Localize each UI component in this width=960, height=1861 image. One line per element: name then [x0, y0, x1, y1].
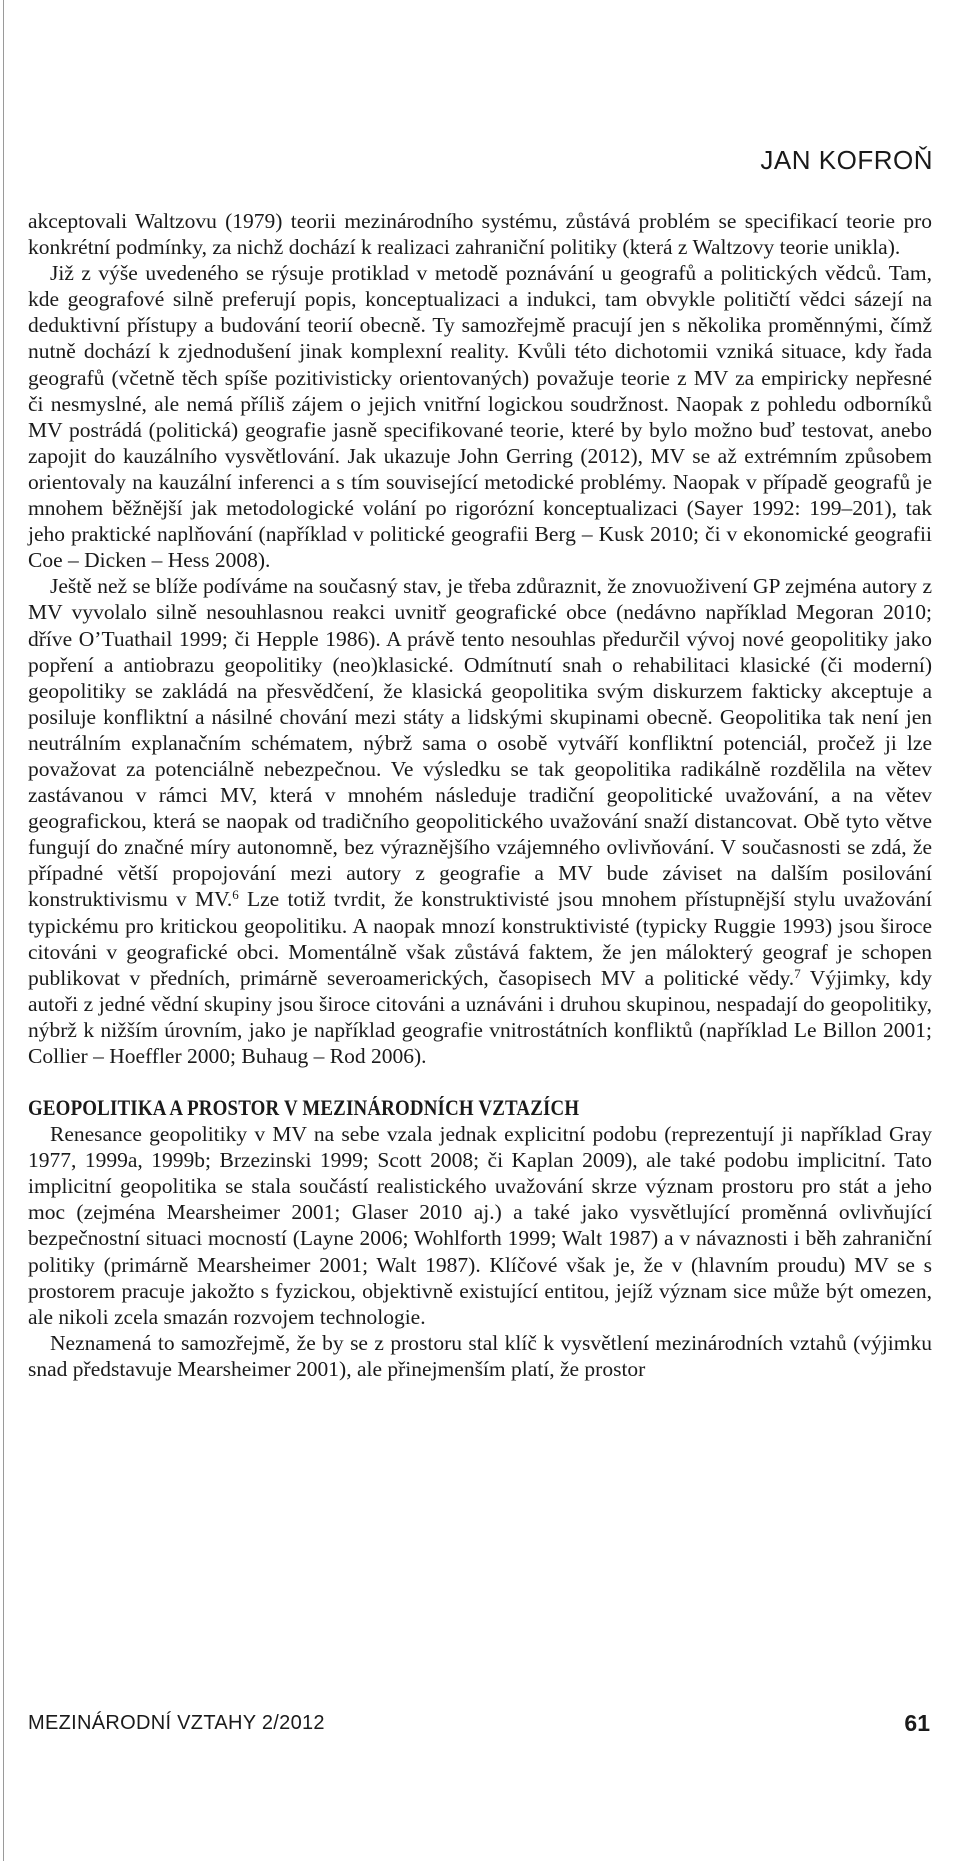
- footer-page-number: 61: [904, 1710, 930, 1736]
- paragraph-gp-revival: [28, 573, 932, 1069]
- page-edge-rule: [3, 0, 4, 1861]
- paragraph-text: Výjimky, kdy autoři z jedné vědní skupiny jsou široce citováni a uznáváni i druhou skupinou, nespadají do geopolitiky, nýbrž k nižším úrovním, jako je například geografie vnitrostátních konfliktů (například Le Billon 2001; Collier – Hoeffler 2000; Buhaug – Rod 2006).: [28, 965, 932, 1068]
- paragraph-text: Lze totiž tvrdit, že konstruktivisté jsou mnohem přístupnější stylu uvažování typickému pro kritickou geopolitiku. A naopak mnozí konstruktivisté (typicky Ruggie 1993) jsou široce citováni v geografické obci. Momentálně však zůstává faktem, že jen málokterý geograf je schopen publikovat v předních, primárně severoamerických, časopisech MV a politické vědy.: [28, 887, 932, 990]
- footnote-ref-6[interactable]: 6: [232, 887, 239, 903]
- paragraph-text: Ještě než se blíže podíváme na současný stav, je třeba zdůraznit, že znovuoživení GP zejména autory z MV vyvolalo silně nesouhlasnou reakci uvnitř geografické obce (nedávno například Megoran 2010; dříve O’Tuathail 1999; či Hepple 1986). A právě tento nesouhlas předurčil vývoj nové geopolitiky jako popření a antiobrazu geopolitiky (neo)klasické. Odmítnutí snah o rehabilitaci klasické (či moderní) geopolitiky se zakládá na přesvědčení, že klasická geopolitika svým diskurzem fakticky akceptuje a posiluje konfliktní a násilné chování mezi státy a lidskými skupinami obecně. Geopolitika tak není jen neutrálním explanačním schématem, nýbrž sama o osobě vytváří konfliktní potenciál, pročež ji lze považovat za potenciálně nebezpečnou. Ve výsledku se tak geopolitika radikálně rozdělila na větev zastávanou v rámci MV, která v mnohém následuje tradiční geopolitické uvažování, a na větev geografickou, která se naopak od tradičního geopolitického uvažování snaží distancovat. Obě tyto větve fungují do značné míry autonomně, bez výraznějšího vzájemného ovlivňování. V současnosti se zdá, že případné větší propojování mezi autory z geografie a MV bude záviset na dalším posilování konstruktivismu v MV.: [28, 574, 932, 912]
- footnote-ref-7[interactable]: 7: [794, 965, 801, 981]
- section-heading: GEOPOLITIKA A PROSTOR V MEZINÁRODNÍCH VZTAZÍCH: [28, 1095, 580, 1121]
- paragraph-space-key: Neznamená to samozřejmě, že by se z prostoru stal klíč k vysvětlení mezinárodních vztahů (výjimku snad představuje Mearsheimer 2001), ale přinejmenším platí, že prostor: [28, 1330, 932, 1381]
- paragraph-renaissance: Renesance geopolitiky v MV na sebe vzala jednak explicitní podobu (reprezentují ji například Gray 1977, 1999a, 1999b; Brzezinski 1999; Scott 2008; či Kaplan 2009), ale také podobu implicitní. Tato implicitní geopolitika se stala součástí realistického uvažování skrze význam prostoru pro stát a jeho moc (zejména Mearsheimer 2001; Glaser 2010 aj.) a také jako vysvětlující proměnná ovlivňující bezpečnostní situaci mocností (Layne 2006; Wohlforth 1999; Walt 1987) a v návaznosti i běh zahraniční politiky (primárně Mearsheimer 2001; Walt 1987). Klíčové však je, že v (hlavním proudu) MV se s prostorem pracuje jakožto s fyzickou, objektivně existující entitou, jejíž význam sice může být omezen, ale nikoli zcela smazán rozvojem technologie.: [28, 1122, 932, 1329]
- article-body: [28, 208, 932, 1382]
- footer-journal: MEZINÁRODNÍ VZTAHY 2/2012: [28, 1712, 325, 1734]
- running-head-author: JAN KOFROŇ: [760, 145, 933, 175]
- paragraph-continuation: akceptovali Waltzovu (1979) teorii mezinárodního systému, zůstává problém se specifikací teorie pro konkrétní podmínky, za nichž dochází k realizaci zahraniční politiky (která z Waltzovy teorie unikla).: [28, 209, 932, 260]
- paragraph-method-contrast: Již z výše uvedeného se rýsuje protiklad v metodě poznávání u geografů a politických vědců. Tam, kde geografové silně preferují popis, konceptualizaci a indukci, tam obvykle političtí vědci sázejí na deduktivní přístupy a budování teorií obecně. Ty samozřejmě pracují jen s několika proměnnými, čímž nutně dochází k zjednodušení jinak komplexní reality. Kvůli této dichotomii vzniká situace, kdy řada geografů (včetně těch spíše pozitivisticky orientovaných) považuje teorie z MV za empiricky nepřesné či nesmyslné, ale nemá příliš zájem o jejich vnitřní logickou soudržnost. Naopak z pohledu odborníků MV postrádá (politická) geografie jasně specifikované teorie, které by bylo možno buď testovat, anebo zapojit do kauzálního vysvětlování. Jak ukazuje John Gerring (2012), MV se až extrémním způsobem orientovaly na kauzální inferenci a s tím související metodické problémy. Naopak v případě geografů je mnohem běžnější jak metodologické volání po rigorózní konceptualizaci (Sayer 1992: 199–201), tak jeho praktické naplňování (například v politické geografii Berg – Kusk 2010; či v ekonomické geografii Coe – Dicken – Hess 2008).: [28, 261, 932, 573]
